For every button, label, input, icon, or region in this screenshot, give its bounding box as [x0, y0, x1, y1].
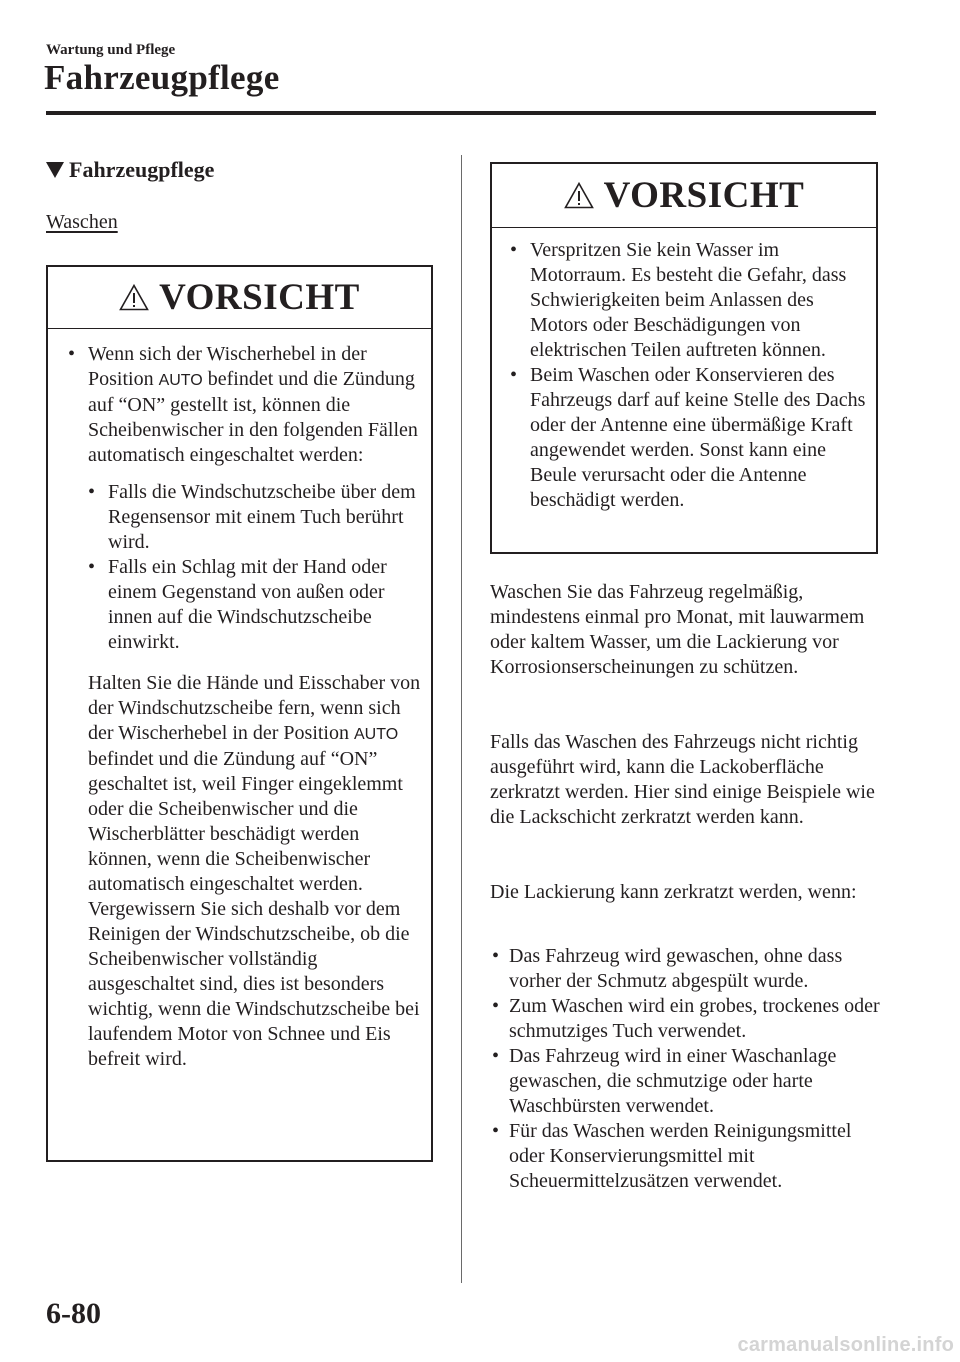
caution-bullet	[502, 363, 870, 513]
subheading-washing: Waschen	[46, 211, 118, 233]
warning-triangle-icon	[119, 284, 149, 311]
body-paragraph: Die Lackierung kann zerkratzt werden, wenn:	[490, 881, 857, 903]
caution-bullet	[502, 238, 870, 363]
sub-bullet	[88, 480, 423, 555]
bullet-mark: •	[492, 945, 500, 967]
sub-bullet-text: Falls die Windschutzscheibe über dem Regensensor mit einem Tuch berührt wird.	[108, 481, 416, 553]
section-label: Wartung und Pflege	[46, 42, 176, 58]
scratch-causes-list	[492, 944, 882, 1194]
caution-label: VORSICHT	[159, 277, 360, 318]
bullet-mark: •	[88, 481, 96, 503]
page-number: 6-80	[46, 1297, 101, 1330]
caution-header	[492, 164, 876, 228]
bullet-mark: •	[68, 343, 76, 365]
caution-bullet	[68, 342, 423, 468]
section-heading	[46, 157, 214, 183]
bullet-mark: •	[492, 995, 500, 1017]
column-divider	[461, 155, 462, 1283]
triangle-down-icon	[46, 162, 64, 178]
sub-bullet	[88, 555, 423, 655]
caution-label: VORSICHT	[603, 175, 805, 216]
bullet-mark: •	[492, 1045, 500, 1067]
bullet-mark: •	[510, 364, 518, 386]
body-paragraph: Waschen Sie das Fahrzeug regelmäßig, mindestens einmal pro Monat, mit lauwarmem oder kaltem Wasser, um die Lackierung vor Korrosionserscheinungen zu schützen.	[490, 581, 865, 678]
body-paragraph: Falls das Waschen des Fahrzeugs nicht richtig ausgeführt wird, kann die Lackoberfläche zerkratzt werden. Hier sind einige Beispiele wie die Lackschicht zerkratzt werden kann.	[490, 731, 875, 828]
auto-position-label: AUTO	[354, 726, 399, 743]
header-rule	[46, 111, 876, 115]
list-item: • Das Fahrzeug wird gewaschen, ohne dass vorher der Schmutz abgespült wurde.	[492, 945, 843, 992]
section-heading-text: Fahrzeugpflege	[69, 157, 215, 182]
list-item: • Zum Waschen wird ein grobes, trockenes oder schmutziges Tuch verwendet.	[492, 995, 880, 1042]
list-item: • Das Fahrzeug wird in einer Waschanlage gewaschen, die schmutzige oder harte Waschbürsten verwendet.	[492, 1045, 837, 1117]
chapter-title: Fahrzeugpflege	[44, 58, 280, 97]
bullet-mark: •	[510, 239, 518, 261]
caution-bullet-text: Verspritzen Sie kein Wasser im Motorraum. Es besteht die Gefahr, dass Schwierigkeiten beim Anlassen des Motors oder Beschädigungen von elektrischen Teilen auftreten können.	[530, 239, 847, 361]
caution-header	[48, 267, 431, 329]
auto-position-label: AUTO	[158, 372, 203, 389]
caution-paragraph: Halten Sie die Hände und Eisschaber von der Windschutzscheibe fern, wenn sich der Wischerhebel in der Position AUTO befindet und die Zündung auf “ON” geschaltet ist, weil Finger eingeklemmt oder die Scheibenwischer und die Wischerblätter beschädigt werden können, wenn die Scheibenwischer automatisch eingeschaltet werden. Vergewissern Sie sich deshalb vor dem Reinigen der Windschutzscheibe, ob die Scheibenwischer vollständig ausgeschaltet sind, dies ist besonders wichtig, wenn die Windschutzscheibe bei laufendem Motor von Schnee und Eis befreit wird.	[88, 672, 421, 1070]
watermark: carmanualsonline.info	[737, 1334, 954, 1356]
sub-bullet-text: Falls ein Schlag mit der Hand oder einem Gegenstand von außen oder innen auf die Windschutzscheibe einwirkt.	[108, 556, 387, 653]
bullet-mark: •	[492, 1120, 500, 1142]
caution-bullet-text: Beim Waschen oder Konservieren des Fahrzeugs darf auf keine Stelle des Dachs oder der Antenne eine übermäßige Kraft angewendet werden. Sonst kann eine Beule verursacht oder die Antenne beschädigt werden.	[530, 364, 866, 511]
list-item: • Für das Waschen werden Reinigungsmittel oder Konservierungsmittel mit Scheuermittelzusätzen verwendet.	[492, 1120, 852, 1192]
caution-intro: Wenn sich der Wischerhebel in der Position AUTO befindet und die Zündung auf “ON” gestellt ist, können die Scheibenwischer in den folgenden Fällen automatisch eingeschaltet werden:	[88, 343, 418, 466]
warning-triangle-icon	[564, 182, 594, 209]
caution-box-washing	[490, 162, 878, 554]
bullet-mark: •	[88, 556, 96, 578]
caution-box-wiper	[46, 265, 433, 1162]
